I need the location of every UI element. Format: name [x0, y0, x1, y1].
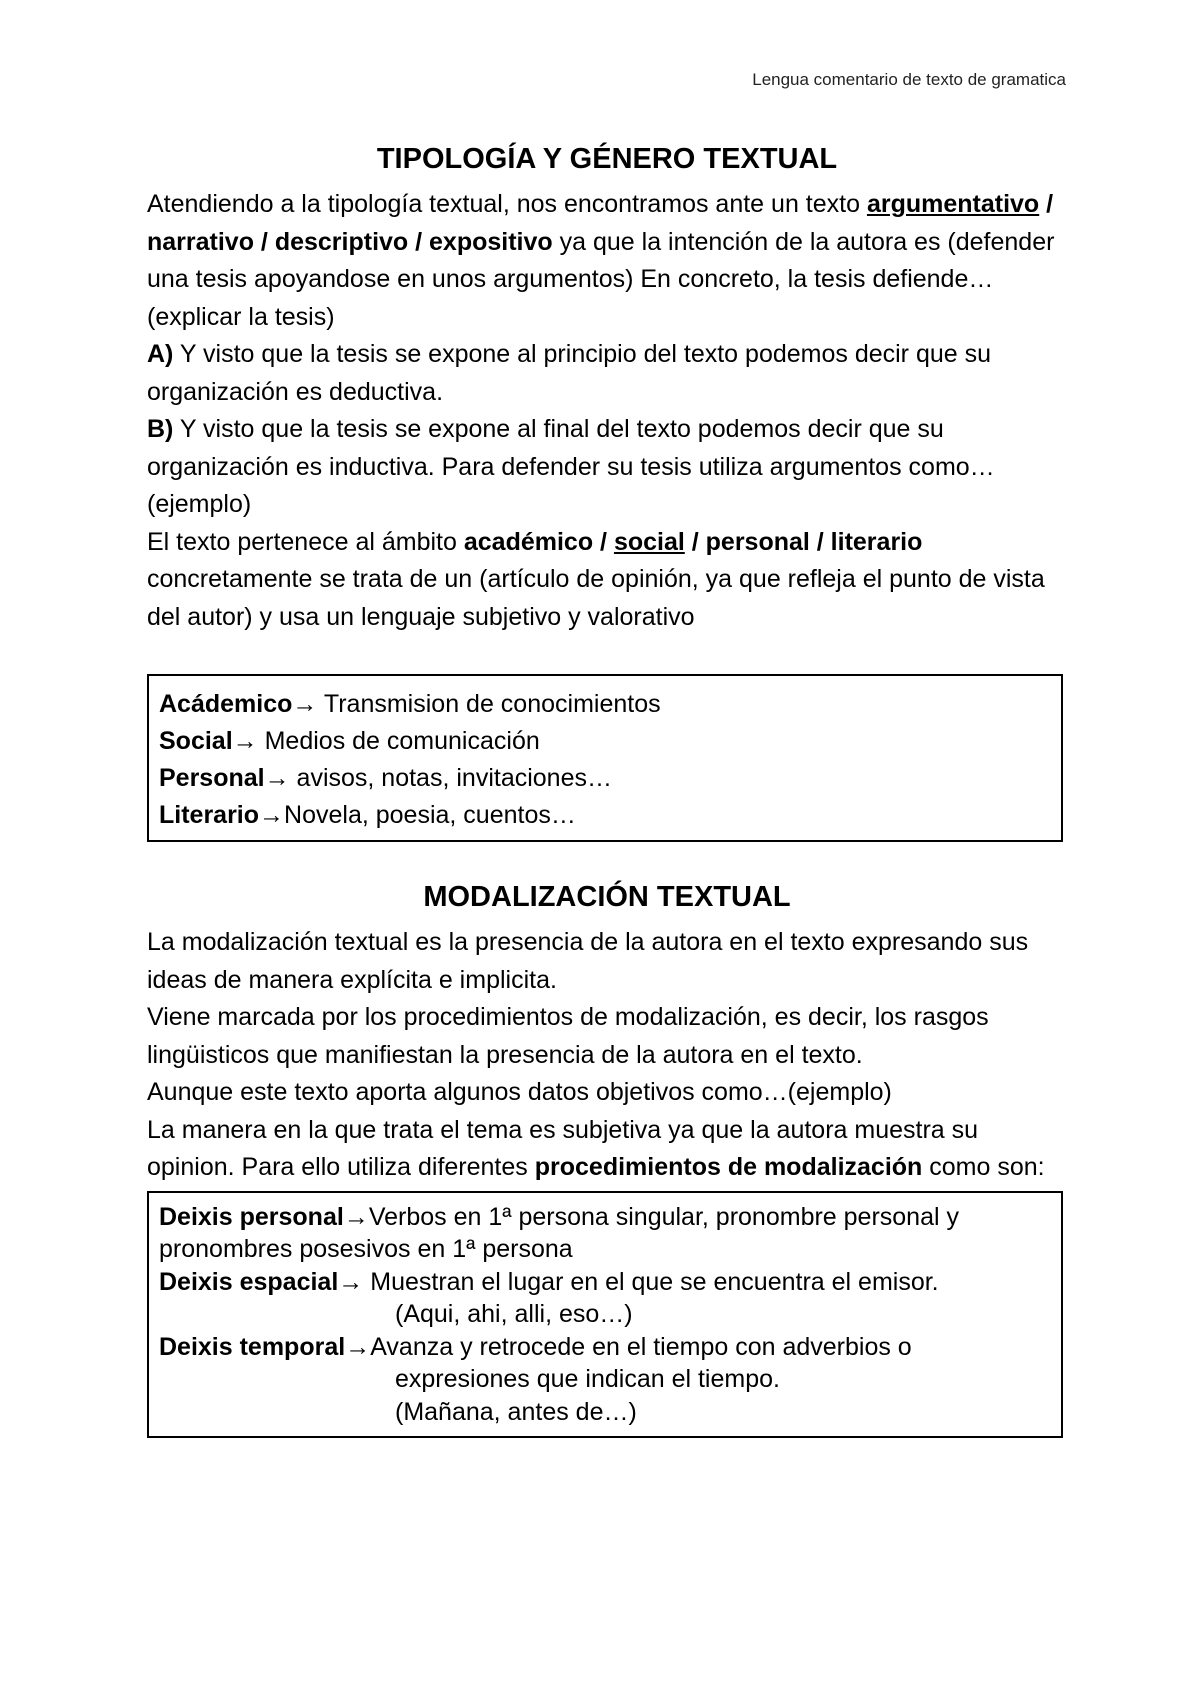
- section-title-modalizacion: MODALIZACIÓN TEXTUAL: [423, 881, 791, 913]
- desc: Muestran el lugar en el que se encuentra el emisor.: [363, 1267, 939, 1296]
- deixis-box: [147, 1191, 1063, 1439]
- section1-body: [147, 186, 1067, 636]
- term: Deixis personal: [159, 1202, 344, 1231]
- paragraph-definicion: La modalización textual es la presencia de la autora en el texto expresando sus ideas de manera explícita e implicita.: [147, 928, 1029, 994]
- section-title-tipologia: TIPOLOGÍA Y GÉNERO TEXTUAL: [376, 143, 838, 175]
- text-run: ya que la intención de la autora es (defender una tesis apoyandose en unos argumentos) En concreto, la tesis defiende…(explicar la tesis): [147, 227, 1055, 331]
- text-run: Atendiendo a la tipología textual, nos encontramos ante un texto: [147, 190, 867, 218]
- term: Personal: [159, 764, 265, 792]
- section2-body: [147, 924, 1067, 1187]
- option-a-label: A): [147, 340, 174, 368]
- term: Acádemico: [159, 690, 293, 718]
- ambito-row-social: [159, 723, 1051, 760]
- ambito-row-academico: [159, 686, 1051, 723]
- option-list: / personal / literario: [684, 527, 923, 556]
- deixis-personal: [159, 1201, 1051, 1266]
- paragraph-procedimientos: Viene marcada por los procedimientos de modalización, es decir, los rasgos lingüisticos que manifiestan la presencia de la autora en el texto.: [147, 1003, 989, 1069]
- option-a-text: Y visto que la tesis se expone al principio del texto podemos decir que su organización es deductiva.: [147, 340, 992, 406]
- arrow-icon: →: [259, 801, 285, 829]
- arrow-icon: →: [338, 1267, 364, 1296]
- option-argumentativo: argumentativo: [866, 190, 1040, 218]
- section-modalizacion: [147, 878, 1067, 1438]
- option-b-text: Y visto que la tesis se expone al final del texto podemos decir que su organización es inductiva. Para defender su tesis utiliza argumentos como…(ejemplo): [147, 415, 995, 518]
- arrow-icon: →: [232, 727, 258, 755]
- arrow-icon: →: [264, 764, 290, 792]
- deixis-espacial: [159, 1266, 1051, 1299]
- paragraph-option-a: [147, 336, 1067, 411]
- desc: Novela, poesia, cuentos…: [284, 801, 576, 829]
- bold-term: procedimientos de modalización: [534, 1153, 923, 1181]
- term: Literario: [159, 801, 260, 829]
- paragraph-datos-objetivos: Aunque este texto aporta algunos datos objetivos como…(ejemplo): [147, 1078, 892, 1106]
- option-list: / narrativo / descriptivo / expositivo: [147, 190, 1054, 256]
- desc: Avanza y retrocede en el tiempo con adverbios o: [370, 1332, 912, 1361]
- arrow-icon: →: [343, 1202, 369, 1231]
- desc: avisos, notas, invitaciones…: [289, 764, 612, 792]
- term: Deixis espacial: [159, 1267, 339, 1296]
- term: Deixis temporal: [159, 1332, 346, 1361]
- deixis-temporal-desc-cont: expresiones que indican el tiempo.: [395, 1365, 780, 1393]
- option-b-label: B): [147, 415, 174, 443]
- paragraph-option-b: [147, 411, 1067, 524]
- paragraph-subjetiva: [147, 1112, 1067, 1187]
- document-content: [147, 140, 1067, 1438]
- option-academico: académico /: [463, 527, 614, 556]
- paragraph-ambito: [147, 524, 1067, 637]
- ambito-row-personal: [159, 760, 1051, 797]
- deixis-temporal-examples: (Mañana, antes de…): [395, 1397, 637, 1426]
- desc: Medios de comunicación: [257, 727, 540, 755]
- desc: Transmision de conocimientos: [317, 690, 661, 718]
- term: Social: [159, 727, 233, 755]
- deixis-temporal: [159, 1331, 1051, 1364]
- text-run: concretamente se trata de un (artículo de opinión, ya que refleja el punto de vista del autor) y usa un lenguaje subjetivo y valorativo: [147, 565, 1045, 631]
- text-run: La manera en la que trata el tema es subjetiva ya que la autora muestra su opinion. Para ello utiliza diferentes: [147, 1115, 979, 1181]
- arrow-icon: →: [292, 690, 318, 718]
- ambitos-box: [147, 674, 1063, 842]
- desc: Verbos en 1ª persona singular, pronombre personal y pronombres posesivos en 1ª persona: [159, 1202, 959, 1263]
- running-header: Lengua comentario de texto de gramatica: [752, 70, 1066, 89]
- text-run: como son:: [922, 1153, 1045, 1181]
- text-run: El texto pertenece al ámbito: [147, 527, 464, 556]
- arrow-icon: →: [345, 1332, 371, 1361]
- paragraph-tipologia: [147, 186, 1067, 336]
- ambito-row-literario: [159, 797, 1051, 834]
- deixis-espacial-examples: (Aqui, ahi, alli, eso…): [395, 1300, 633, 1328]
- option-social: social: [613, 527, 685, 556]
